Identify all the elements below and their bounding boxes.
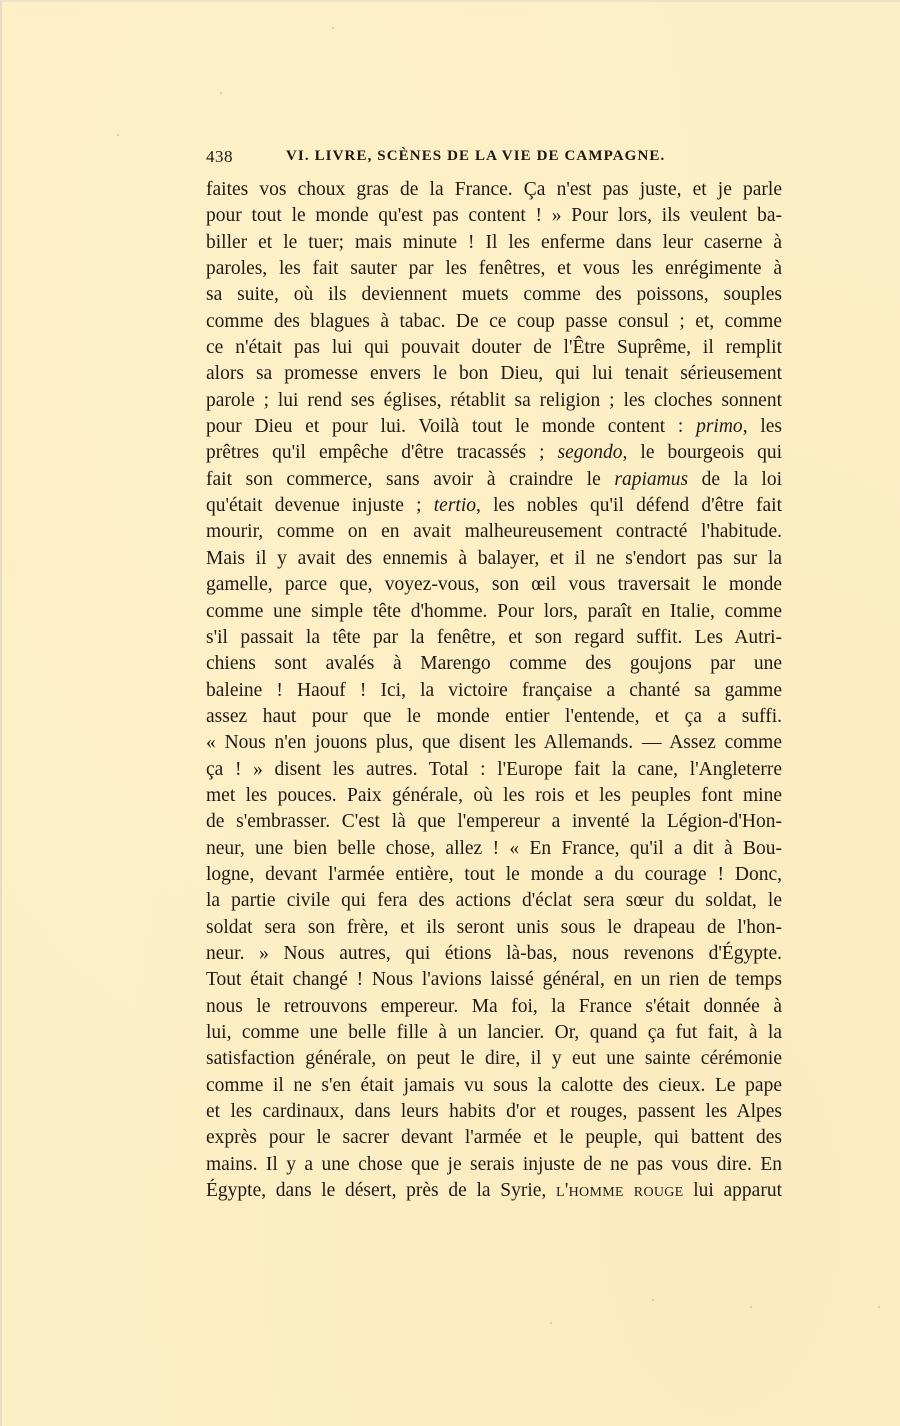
text-line [206, 493, 782, 519]
small-caps-term: l'homme rouge [555, 1180, 684, 1202]
text-line [206, 1125, 782, 1151]
text-segment: sa suite, où ils deviennent muets comme des poissons, souples [206, 284, 782, 306]
paper-speck [652, 1299, 654, 1301]
text-segment: gamelle, parce que, voyez-vous, son œil vous traversait le monde [206, 574, 782, 596]
text-line [206, 546, 782, 572]
text-line [206, 1020, 782, 1046]
text-segment: lui, comme une belle fille à un lancier. Or, quand ça fut fait, à la [206, 1022, 782, 1043]
text-segment: mains. Il y a une chose que je serais injuste de ne pas vous dire. En [206, 1153, 782, 1175]
text-segment: satisfaction générale, on peut le dire, il y eut une sainte cérémonie [206, 1048, 782, 1070]
text-line [206, 230, 782, 256]
text-line [206, 783, 782, 809]
text-line [206, 177, 782, 203]
paper-speck [220, 92, 222, 94]
text-segment: soldat sera son frère, et ils seront unis sous le drapeau de l'hon- [206, 916, 782, 938]
text-line [206, 572, 782, 598]
text-line [206, 941, 782, 967]
paper-speck [332, 27, 334, 29]
text-segment: lui apparut [683, 1180, 782, 1202]
text-segment: de la loi [688, 468, 782, 490]
text-line [206, 888, 782, 914]
text-segment: , les [742, 416, 782, 438]
text-segment: neur. » Nous autres, qui étions là-bas, nous revenons d'Égypte. [206, 942, 782, 964]
text-segment: « Nous n'en jouons plus, que disent les Allemands. — Assez comme [206, 732, 782, 754]
text-segment: logne, devant l'armée entière, tout le monde a du courage ! Donc, [206, 863, 782, 885]
text-segment: Tout était changé ! Nous l'avions laissé général, en un rien de temps [206, 969, 782, 991]
text-line [206, 730, 782, 756]
text-line [206, 388, 782, 414]
text-segment: assez haut pour que le monde entier l'entende, et ça a suffi. [206, 705, 782, 727]
text-segment: nous le retrouvons empereur. Ma foi, la France s'était donnée à [206, 995, 782, 1017]
text-segment: comme une simple tête d'homme. Pour lors, paraît en Italie, comme [206, 600, 782, 622]
text-segment: baleine ! Haouf ! Ici, la victoire française a chanté sa gamme [206, 679, 782, 701]
text-line [206, 519, 782, 545]
text-segment: parole ; lui rend ses églises, rétablit sa religion ; les cloches sonnent [206, 389, 782, 411]
text-line [206, 915, 782, 941]
body-text [206, 177, 782, 1204]
text-line [206, 1046, 782, 1072]
paper-speck [750, 1306, 752, 1308]
text-segment: ce n'était pas lui qui pouvait douter de l'Être Suprême, il remplit [206, 337, 782, 359]
text-segment: ça ! » disent les autres. Total : l'Europe fait la cane, l'Angleterre [206, 758, 782, 780]
text-line [206, 1178, 782, 1204]
text-segment: pour Dieu et pour lui. Voilà tout le monde content : [206, 416, 697, 438]
text-line [206, 282, 782, 308]
text-line [206, 335, 782, 361]
text-line [206, 625, 782, 651]
text-segment: de s'embrasser. C'est là que l'empereur a inventé la Légion-d'Hon- [206, 811, 782, 833]
running-header [206, 147, 782, 173]
text-line [206, 862, 782, 888]
text-line [206, 809, 782, 835]
text-line [206, 467, 782, 493]
text-line [206, 994, 782, 1020]
page-number: 438 [206, 147, 233, 166]
text-line [206, 651, 782, 677]
running-title: VI. LIVRE, SCÈNES DE LA VIE DE CAMPAGNE. [286, 148, 666, 164]
text-segment: met les pouces. Paix générale, où les rois et les peuples font mine [206, 784, 782, 806]
text-segment: faites vos choux gras de la France. Ça n'est pas juste, et je parle [206, 179, 782, 200]
italic-term: primo [696, 416, 743, 438]
italic-term: tertio [433, 495, 476, 517]
text-segment: Égypte, dans le désert, près de la Syrie, [206, 1180, 556, 1202]
text-line [206, 836, 782, 862]
paper-speck [117, 134, 119, 136]
text-line [206, 256, 782, 282]
text-segment: comme des blagues à tabac. De ce coup passe consul ; et, comme [206, 310, 782, 332]
text-segment: , le bourgeois qui [622, 442, 782, 464]
text-segment: chiens sont avalés à Marengo comme des goujons par une [206, 653, 782, 675]
text-line [206, 678, 782, 704]
text-segment: mourir, comme on en avait malheureusement contracté l'habitude. [206, 521, 782, 543]
text-segment: biller et le tuer; mais minute ! Il les enferme dans leur caserne à [206, 231, 782, 253]
text-line [206, 1073, 782, 1099]
text-line [206, 1152, 782, 1178]
text-line [206, 1099, 782, 1125]
text-segment: la partie civile qui fera des actions d'éclat sera sœur du soldat, le [206, 890, 782, 912]
text-line [206, 203, 782, 229]
text-segment: prêtres qu'il empêche d'être tracassés ; [206, 442, 558, 464]
text-segment: qu'était devenue injuste ; [206, 495, 434, 517]
text-line [206, 361, 782, 387]
text-line [206, 309, 782, 335]
text-segment: exprès pour le sacrer devant l'armée et le peuple, qui battent des [206, 1127, 782, 1149]
italic-term: segondo [557, 442, 623, 464]
text-line [206, 599, 782, 625]
text-line [206, 967, 782, 993]
text-line [206, 704, 782, 730]
text-segment: pour tout le monde qu'est pas content ! » Pour lors, ils veulent ba- [206, 205, 782, 227]
italic-term: rapiamus [614, 468, 689, 490]
text-segment: neur, une bien belle chose, allez ! « En France, qu'il a dit à Bou- [206, 837, 782, 859]
text-segment: s'il passait la tête par la fenêtre, et son regard suffit. Les Autri- [206, 626, 782, 648]
paper-speck [878, 1306, 880, 1308]
text-line [206, 440, 782, 466]
text-segment: , les nobles qu'il défend d'être fait [476, 495, 782, 517]
text-line [206, 757, 782, 783]
text-segment: Mais il y avait des ennemis à balayer, et il ne s'endort pas sur la [206, 547, 782, 569]
text-segment: fait son commerce, sans avoir à craindre le [206, 468, 615, 490]
text-segment: et les cardinaux, dans leurs habits d'or et rouges, passent les Alpes [206, 1101, 782, 1123]
paper-speck [550, 1322, 552, 1324]
text-segment: comme il ne s'en était jamais vu sous la calotte des cieux. Le pape [206, 1074, 782, 1096]
text-line [206, 414, 782, 440]
text-segment: alors sa promesse envers le bon Dieu, qui lui tenait sérieusement [206, 363, 782, 385]
text-segment: paroles, les fait sauter par les fenêtres, et vous les enrégimente à [206, 258, 782, 280]
